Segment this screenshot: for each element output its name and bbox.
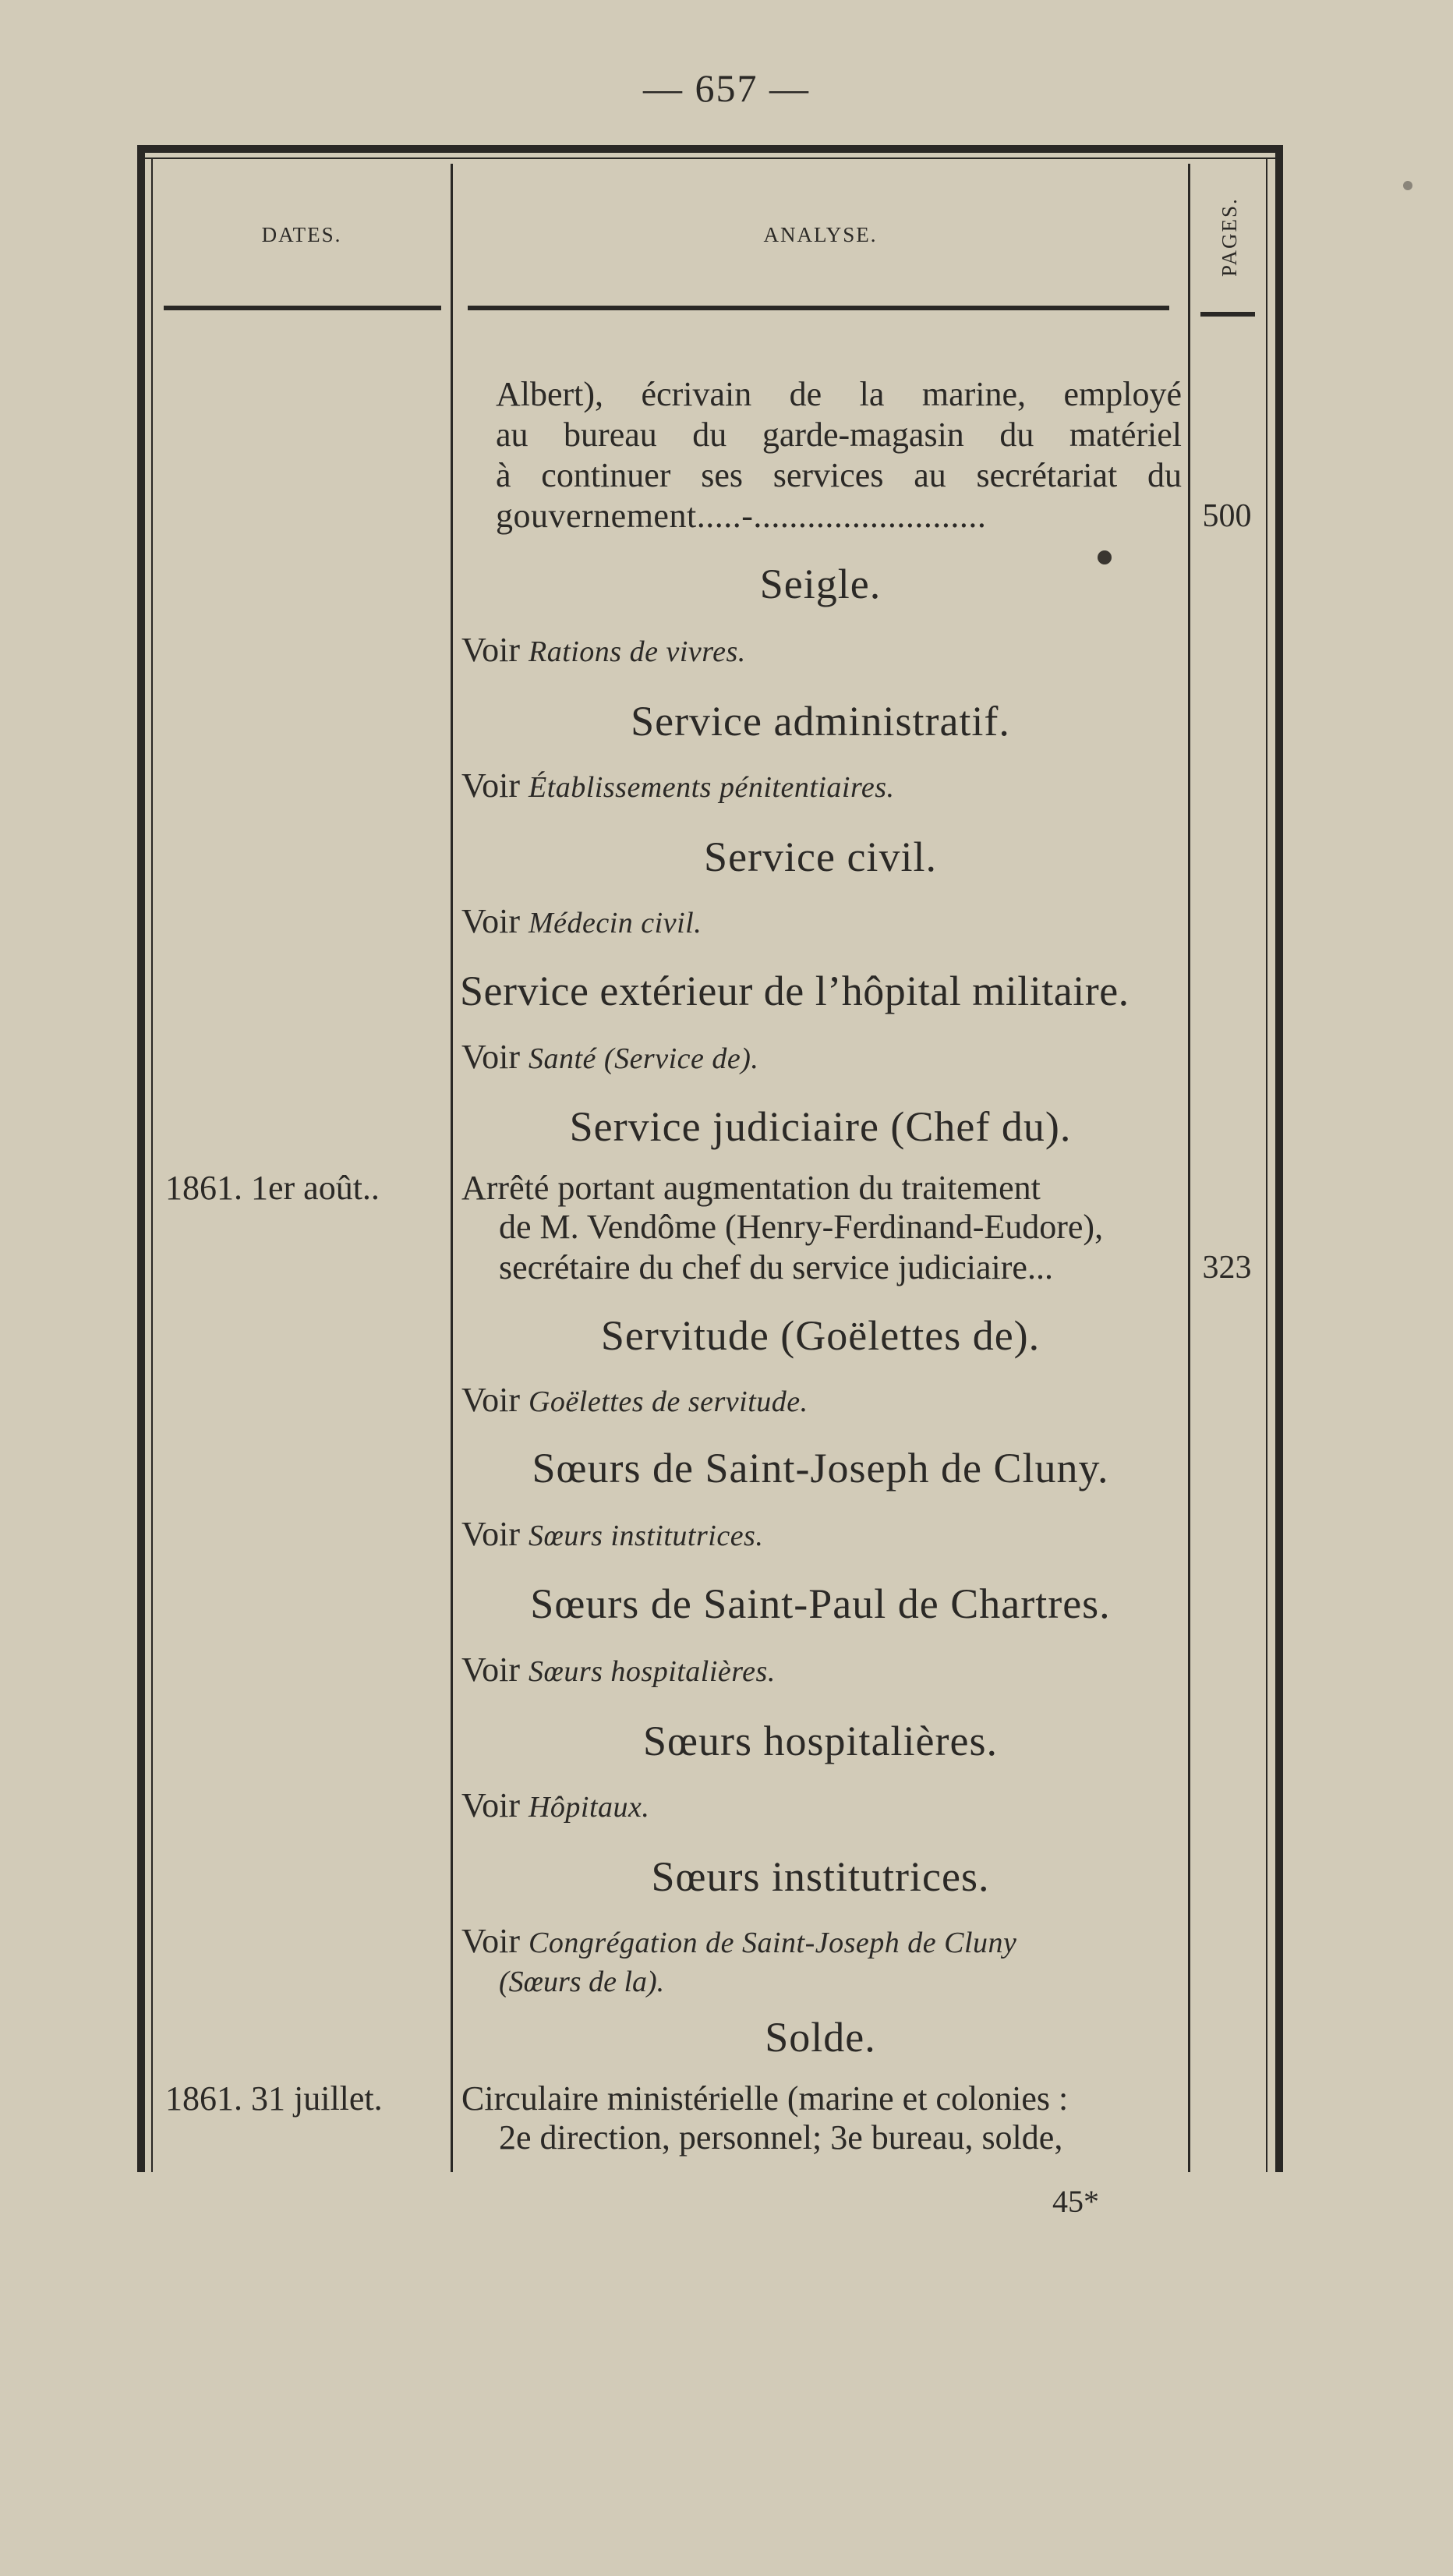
see-reference: Voir Médecin civil. xyxy=(461,902,702,940)
see-reference: Voir Santé (Service de). xyxy=(461,1038,759,1076)
header-rule-analyse xyxy=(468,306,1169,310)
see-reference: Voir Hôpitaux. xyxy=(461,1786,650,1824)
table-border-right xyxy=(1275,145,1283,2172)
header-rule-pages xyxy=(1200,312,1255,317)
entry-line: au bureau du garde-magasin du matériel xyxy=(496,416,1182,454)
index-heading: Solde. xyxy=(765,2014,876,2061)
index-heading: Servitude (Goëlettes de). xyxy=(600,1312,1041,1359)
page-reference: 500 xyxy=(1202,498,1252,534)
table-border-top-inner xyxy=(145,157,1275,159)
see-reference: Voir Congrégation de Saint-Joseph de Cluny xyxy=(461,1922,1017,1960)
column-divider-pages xyxy=(1188,164,1190,2172)
entry-line: à continuer ses services au secrétariat du xyxy=(496,456,1182,494)
entry-line: 2e direction, personnel; 3e bureau, solde, xyxy=(499,2118,1063,2157)
paper-spot xyxy=(1403,181,1412,190)
table-border-top xyxy=(137,145,1283,153)
index-heading: Sœurs de Saint-Joseph de Cluny. xyxy=(532,1445,1109,1491)
see-reference-continued: (Sœurs de la). xyxy=(499,1966,665,1998)
index-heading: Seigle. xyxy=(759,561,882,607)
folio-signature: 45* xyxy=(1052,2184,1099,2219)
see-reference: Voir Goëlettes de servitude. xyxy=(461,1381,808,1419)
entry-line: Circulaire ministérielle (marine et colonies : xyxy=(461,2079,1069,2118)
see-reference: Voir Établissements pénitentiaires. xyxy=(461,766,895,805)
page-number: — 657 — xyxy=(643,66,810,110)
entry-date: 1861. 31 juillet. xyxy=(165,2079,383,2118)
see-reference: Voir Rations de vivres. xyxy=(461,631,746,669)
index-heading: Service civil. xyxy=(704,833,937,880)
column-header-analyse: ANALYSE. xyxy=(763,223,878,246)
column-header-pages: PAGES. xyxy=(1218,197,1241,277)
table-border-left-inner xyxy=(151,159,153,2172)
see-reference: Voir Sœurs institutrices. xyxy=(461,1515,764,1553)
table-border-right-inner xyxy=(1266,159,1267,2172)
see-reference: Voir Sœurs hospitalières. xyxy=(461,1651,776,1689)
page-reference: 323 xyxy=(1202,1250,1252,1286)
entry-line: Albert), écrivain de la marine, employé xyxy=(496,375,1182,413)
index-heading: Service judiciaire (Chef du). xyxy=(569,1103,1072,1150)
column-header-dates: DATES. xyxy=(261,223,342,246)
table-border-left xyxy=(137,145,145,2172)
header-rule-dates xyxy=(164,306,441,310)
index-heading: Service extérieur de l’hôpital militaire. xyxy=(460,968,1130,1014)
index-heading: Sœurs hospitalières. xyxy=(643,1718,998,1764)
entry-line: secrétaire du chef du service judiciaire... xyxy=(499,1248,1053,1286)
entry-line: Arrêté portant augmentation du traitement xyxy=(461,1169,1041,1207)
index-heading: Sœurs institutrices. xyxy=(651,1853,990,1900)
ink-spot xyxy=(1098,550,1112,564)
index-heading: Service administratif. xyxy=(631,698,1010,745)
entry-line: de M. Vendôme (Henry-Ferdinand-Eudore), xyxy=(499,1208,1104,1246)
entry-date: 1861. 1er août.. xyxy=(165,1169,380,1207)
entry-line: gouvernement.....-.......................... xyxy=(496,497,987,535)
index-heading: Sœurs de Saint-Paul de Chartres. xyxy=(530,1580,1111,1627)
